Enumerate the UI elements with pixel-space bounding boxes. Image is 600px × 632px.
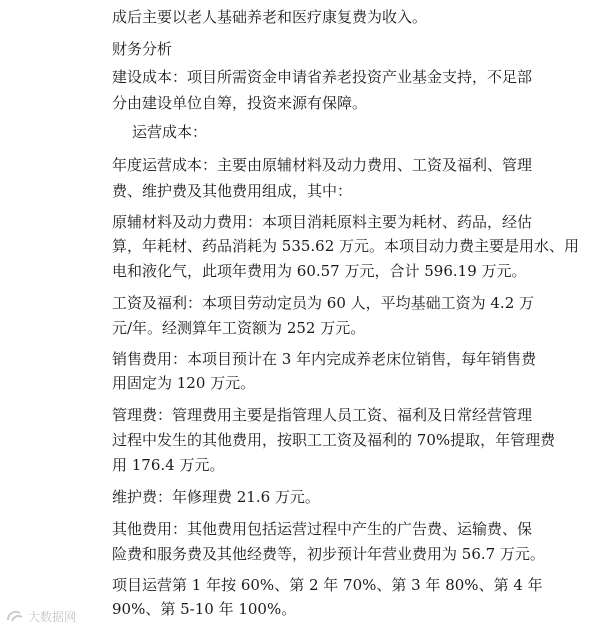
text-line: 成后主要以老人基础养老和医疗康复费为收入。	[112, 8, 428, 26]
text-line: 项目运营第 1 年按 60%、第 2 年 70%、第 3 年 80%、第 4 年	[112, 576, 543, 594]
text-line: 90%、第 5-10 年 100%。	[112, 600, 297, 618]
text-line: 元/年。经测算年工资额为 252 万元。	[112, 319, 366, 337]
watermark-text: 大数据网	[28, 609, 77, 624]
text-line: 费、维护费及其他费用组成，其中：	[112, 182, 353, 200]
text-line: 销售费用：本项目预计在 3 年内完成养老床位销售，每年销售费	[112, 350, 537, 368]
text-line: 电和液化气，此项年费用为 60.57 万元，合计 596.19 万元。	[112, 262, 527, 280]
text-line: 用 176.4 万元。	[112, 456, 225, 474]
text-line: 工资及福利：本项目劳动定员为 60 人，平均基础工资为 4.2 万	[112, 294, 535, 312]
watermark	[6, 606, 76, 626]
text-line: 原辅材料及动力费用：本项目消耗原料主要为耗材、药品，经估	[112, 213, 533, 231]
text-line: 险费和服务费及其他经费等，初步预计年营业费用为 56.7 万元。	[112, 545, 545, 563]
text-line: 管理费：管理费用主要是指管理人员工资、福利及日常经营管理	[112, 406, 533, 424]
text-line: 用固定为 120 万元。	[112, 374, 256, 392]
text-line: 分由建设单位自筹，投资来源有保障。	[112, 94, 368, 112]
text-line: 算，年耗材、药品消耗为 535.62 万元。本项目动力费主要是用水、用	[112, 237, 580, 255]
text-line: 建设成本：项目所需资金申请省养老投资产业基金支持，不足部	[112, 68, 533, 86]
watermark-logo-icon	[6, 609, 24, 623]
section-heading: 运营成本：	[132, 123, 208, 141]
text-line: 过程中发生的其他费用，按职工工资及福利的 70%提取，年管理费	[112, 431, 556, 449]
text-line: 其他费用：其他费用包括运营过程中产生的广告费、运输费、保	[112, 520, 533, 538]
text-line: 年度运营成本：主要由原辅材料及动力费用、工资及福利、管理	[112, 156, 533, 174]
section-heading: 财务分析	[112, 40, 173, 58]
text-line: 维护费：年修理费 21.6 万元。	[112, 488, 320, 506]
